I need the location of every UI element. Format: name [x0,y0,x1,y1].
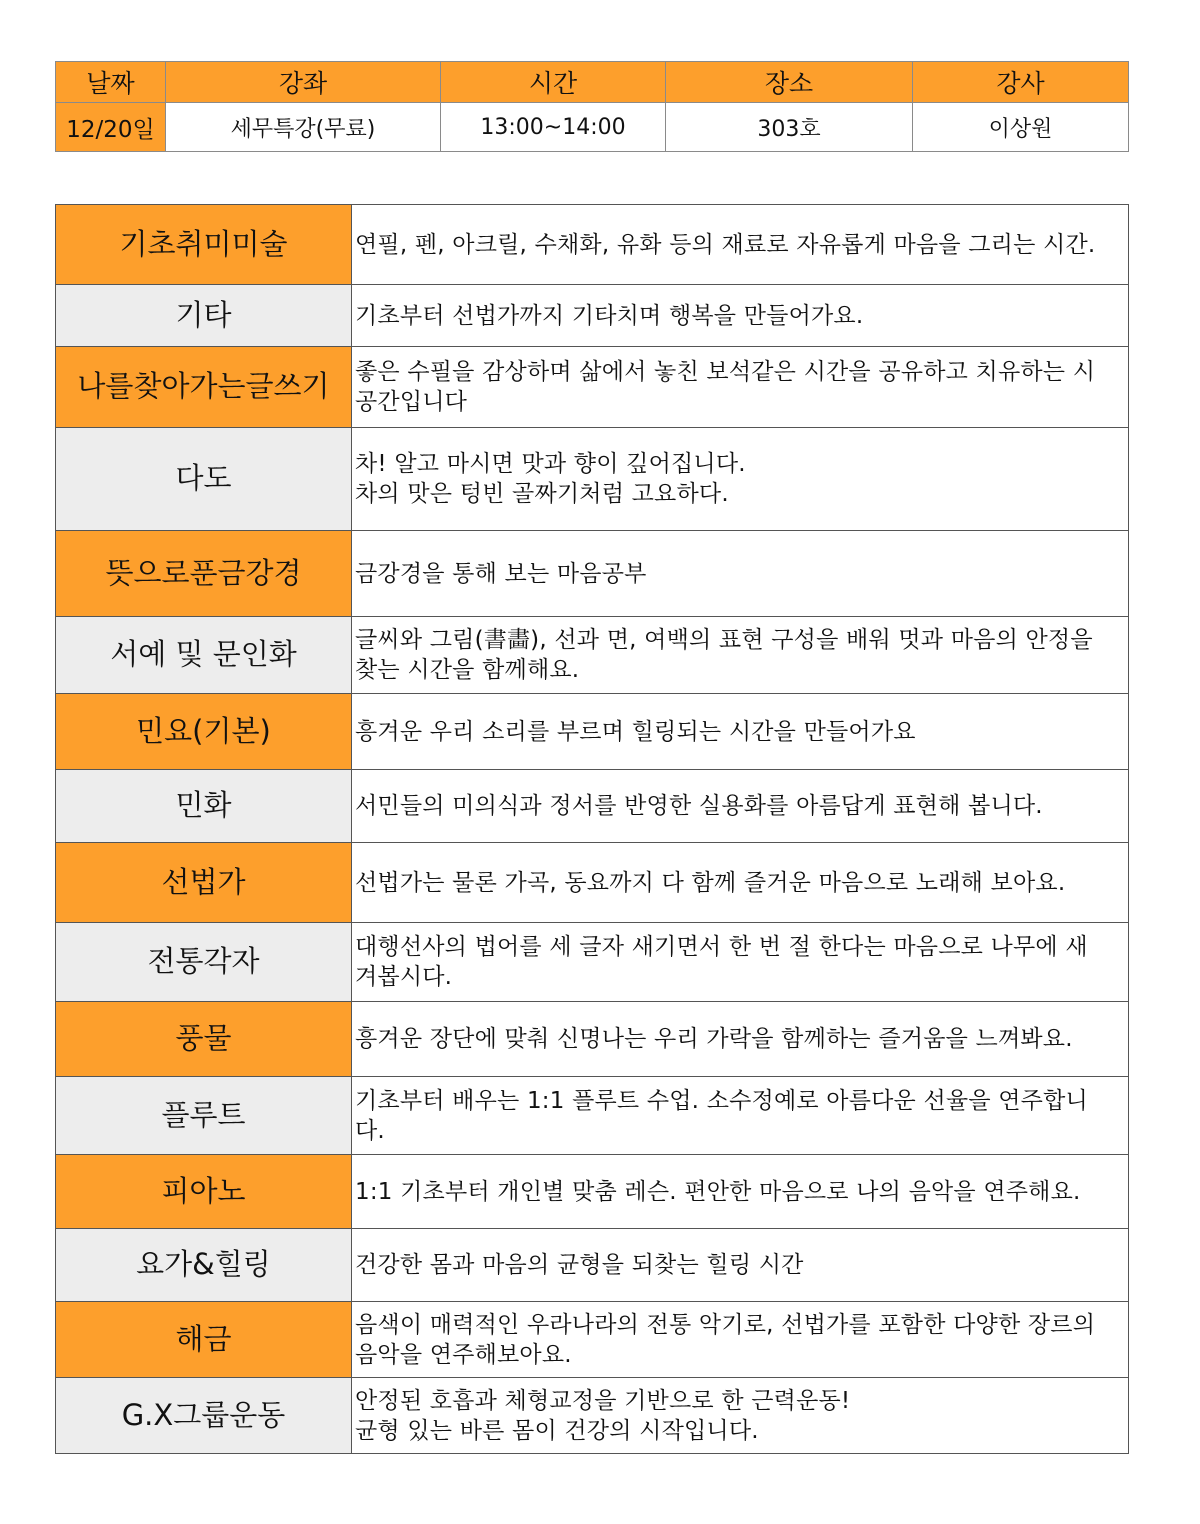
course-name: 다도 [56,428,352,531]
course-name: 기타 [56,285,352,347]
course-row [56,1077,1129,1155]
header-date: 날짜 [56,62,166,103]
course-row [56,531,1129,617]
course-desc: 금강경을 통해 보는 마음공부 [352,531,1129,617]
course-name: 선법가 [56,843,352,923]
course-name: 민화 [56,770,352,843]
course-desc: 음색이 매력적인 우라나라의 전통 악기로, 선법가를 포함한 다양한 장르의 음악을 연주해보아요. [352,1302,1129,1378]
course-row [56,770,1129,843]
course-name: 풍물 [56,1002,352,1077]
course-desc: 1:1 기초부터 개인별 맞춤 레슨. 편안한 마음으로 나의 음악을 연주해요. [352,1155,1129,1229]
course-name: 서예 및 문인화 [56,617,352,694]
course-desc: 건강한 몸과 마음의 균형을 되찾는 힐링 시간 [352,1229,1129,1302]
course-name: 요가&힐링 [56,1229,352,1302]
course-desc: 좋은 수필을 감상하며 삶에서 놓친 보석같은 시간을 공유하고 치유하는 시 공간입니다 [352,347,1129,428]
course-name: 해금 [56,1302,352,1378]
course-desc: 안정된 호흡과 체형교정을 기반으로 한 근력운동! 균형 있는 바른 몸이 건강의 시작입니다. [352,1378,1129,1454]
course-row [56,205,1129,285]
header-course: 강좌 [166,62,441,103]
schedule-date: 12/20일 [56,103,166,152]
schedule-row [56,103,1129,152]
course-name: 전통각자 [56,923,352,1002]
course-desc: 기초부터 배우는 1:1 플루트 수업. 소수정예로 아름다운 선율을 연주합니 다. [352,1077,1129,1155]
course-row [56,428,1129,531]
course-desc: 글씨와 그림(書畵), 선과 면, 여백의 표현 구성을 배워 멋과 마음의 안정을 찾는 시간을 함께해요. [352,617,1129,694]
course-name: 피아노 [56,1155,352,1229]
course-desc: 대행선사의 법어를 세 글자 새기면서 한 번 절 한다는 마음으로 나무에 새 겨봅시다. [352,923,1129,1002]
course-desc: 차! 알고 마시면 맛과 향이 깊어집니다. 차의 맛은 텅빈 골짜기처럼 고요하다. [352,428,1129,531]
schedule-header-row [56,62,1129,103]
schedule-instructor: 이상원 [913,103,1129,152]
course-desc: 서민들의 미의식과 정서를 반영한 실용화를 아름답게 표현해 봅니다. [352,770,1129,843]
course-row [56,694,1129,770]
course-table [55,204,1129,1454]
course-row [56,1378,1129,1454]
header-place: 장소 [666,62,913,103]
schedule-time: 13:00~14:00 [441,103,666,152]
course-desc: 연필, 펜, 아크릴, 수채화, 유화 등의 재료로 자유롭게 마음을 그리는 시간. [352,205,1129,285]
course-desc: 기초부터 선법가까지 기타치며 행복을 만들어가요. [352,285,1129,347]
course-row [56,285,1129,347]
course-row [56,1002,1129,1077]
schedule-table [55,61,1129,152]
course-row [56,1155,1129,1229]
course-row [56,347,1129,428]
course-name: 나를찾아가는글쓰기 [56,347,352,428]
header-time: 시간 [441,62,666,103]
course-name: G.X그룹운동 [56,1378,352,1454]
course-name: 민요(기본) [56,694,352,770]
course-name: 플루트 [56,1077,352,1155]
course-row [56,1302,1129,1378]
course-desc: 흥겨운 장단에 맞춰 신명나는 우리 가락을 함께하는 즐거움을 느껴봐요. [352,1002,1129,1077]
course-name: 뜻으로푼금강경 [56,531,352,617]
course-row [56,843,1129,923]
course-row [56,617,1129,694]
course-desc: 흥겨운 우리 소리를 부르며 힐링되는 시간을 만들어가요 [352,694,1129,770]
course-row [56,923,1129,1002]
course-row [56,1229,1129,1302]
course-name: 기초취미미술 [56,205,352,285]
schedule-course: 세무특강(무료) [166,103,441,152]
course-desc: 선법가는 물론 가곡, 동요까지 다 함께 즐거운 마음으로 노래해 보아요. [352,843,1129,923]
schedule-place: 303호 [666,103,913,152]
header-instructor: 강사 [913,62,1129,103]
